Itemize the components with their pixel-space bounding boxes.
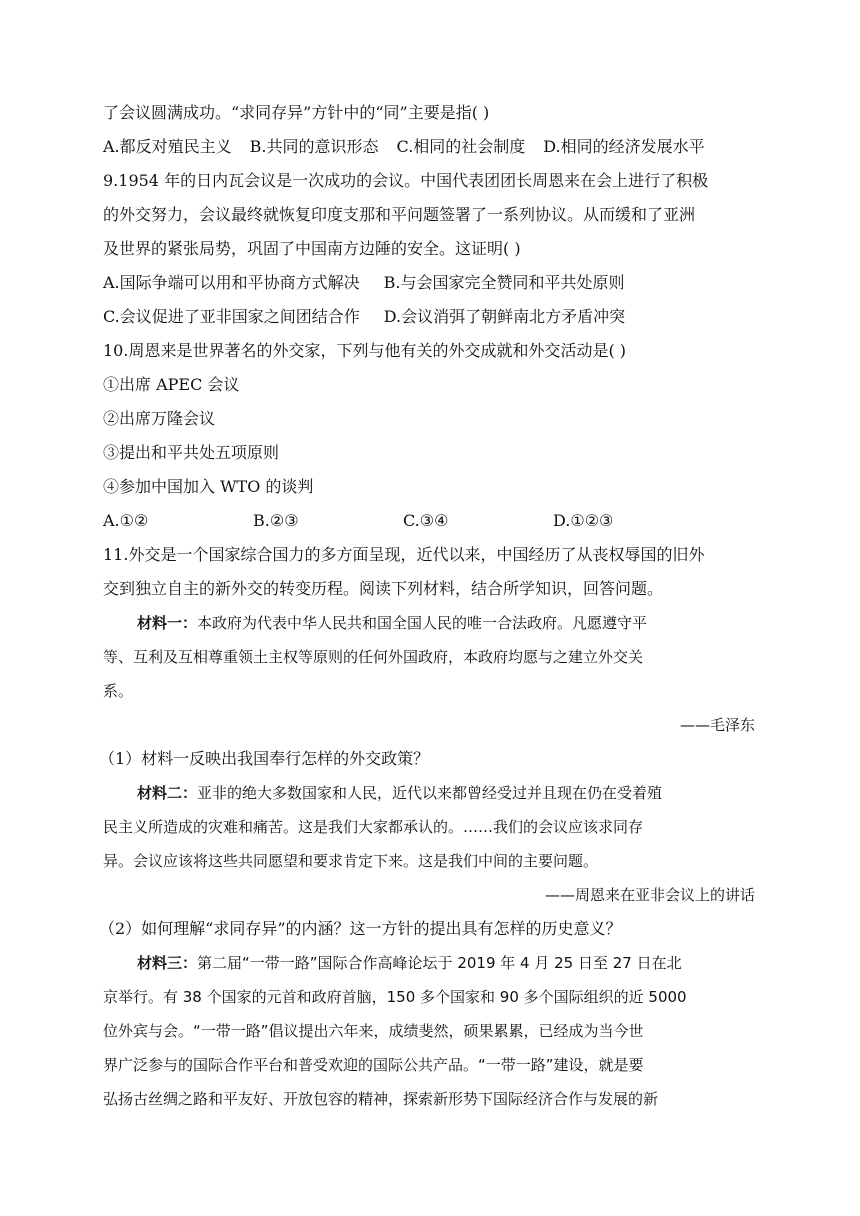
material-3-label: 材料三： [137, 954, 198, 972]
q9-stem-line: 及世界的紧张局势，巩固了中国南方边陲的安全。这证明( ) [103, 239, 521, 258]
material-3-line: 材料三：第二届“一带一路”国际合作高峰论坛于 2019 年 4 月 25 日至 27 日在北 [137, 954, 682, 972]
q8-option-c: C.相同的社会制度 [396, 137, 526, 156]
material-3-line: 弘扬古丝绸之路和平友好、开放包容的精神，探索新形势下国际经济合作与发展的新 [103, 1090, 659, 1108]
q8-options [103, 130, 755, 164]
material-1 [103, 606, 755, 708]
exam-page [99, 96, 755, 1116]
material-3-line: 界广泛参与的国际合作平台和普受欢迎的国际公共产品。“一带一路”建设，就是要 [103, 1056, 644, 1074]
q8-option-b: B.共同的意识形态 [249, 137, 379, 156]
material-2-line: 异。会议应该将这些共同愿望和要求肯定下来。这是我们中间的主要问题。 [103, 852, 599, 870]
q9-options-row2 [103, 300, 755, 334]
q8-option-a: A.都反对殖民主义 [103, 137, 232, 156]
q10-option-c: C.③④ [403, 511, 449, 530]
q11-stem-line: 交到独立自主的新外交的转变历程。阅读下列材料，结合所学知识，回答问题。 [103, 579, 664, 598]
material-3-line: 京举行。有 38 个国家的元首和政府首脑，150 多个国家和 90 多个国际组织的近 5000 [103, 988, 687, 1006]
q9-stem-line: 的外交努力，会议最终就恢复印度支那和平问题签署了一系列协议。从而缓和了亚洲 [103, 205, 696, 224]
material-2-label: 材料二： [137, 784, 198, 802]
q10-option-a: A.①② [103, 511, 149, 530]
material-3 [103, 946, 755, 1116]
q9-option-b: B.与会国家完全赞同和平共处原则 [383, 273, 625, 292]
material-2 [103, 776, 755, 878]
q10-stem: 10.周恩来是世界著名的外交家，下列与他有关的外交成就和外交活动是( ) [103, 341, 627, 360]
material-2-line: 民主义所造成的灾难和痛苦。这是我们大家都承认的。……我们的会议应该求同存 [103, 818, 644, 836]
material-1-label: 材料一： [137, 614, 198, 632]
material-1-source: ——毛泽东 [679, 716, 755, 734]
q8-option-d: D.相同的经济发展水平 [543, 137, 705, 156]
q10-option-d: D.①②③ [553, 511, 614, 530]
q9-options-row1 [103, 266, 755, 300]
q10-item: ②出席万隆会议 [103, 409, 216, 428]
q9-stem-line: 9.1954 年的日内瓦会议是一次成功的会议。中国代表团团长周恩来在会上进行了积极 [103, 171, 709, 190]
material-2-source: ——周恩来在亚非会议上的讲话 [544, 886, 755, 904]
material-1-line: 等、互利及互相尊重领土主权等原则的任何外国政府，本政府均愿与之建立外交关 [103, 648, 644, 666]
q8-stem-tail: 了会议圆满成功。“求同存异”方针中的“同”主要是指( ) [103, 103, 490, 122]
material-2-line: 材料二：亚非的绝大多数国家和人民，近代以来都曾经受过并且现在仍在受着殖 [137, 784, 663, 802]
q10-item: ③提出和平共处五项原则 [103, 443, 280, 462]
q9-option-a: A.国际争端可以用和平协商方式解决 [103, 273, 360, 292]
sub-question-1: （1）材料一反映出我国奉行怎样的外交政策？ [99, 749, 430, 768]
q10-options [103, 504, 755, 538]
material-1-line: 材料一：本政府为代表中华人民共和国全国人民的唯一合法政府。凡愿遵守平 [137, 614, 648, 632]
q11-stem-line: 11.外交是一个国家综合国力的多方面呈现，近代以来，中国经历了从丧权辱国的旧外 [103, 545, 705, 564]
sub-question-2: （2）如何理解“求同存异”的内涵？这一方针的提出具有怎样的历史意义？ [99, 919, 622, 938]
material-3-line: 位外宾与会。“一带一路”倡议提出六年来，成绩斐然，硕果累累，已经成为当今世 [103, 1022, 644, 1040]
q10-option-b: B.②③ [253, 511, 299, 530]
q9-option-d: D.会议消弭了朝鲜南北方矛盾冲突 [383, 307, 626, 326]
material-1-line: 系。 [103, 682, 134, 700]
q10-item: ④参加中国加入 WTO 的谈判 [103, 477, 314, 496]
q9-option-c: C.会议促进了亚非国家之间团结合作 [103, 307, 360, 326]
q10-item: ①出席 APEC 会议 [103, 375, 240, 394]
